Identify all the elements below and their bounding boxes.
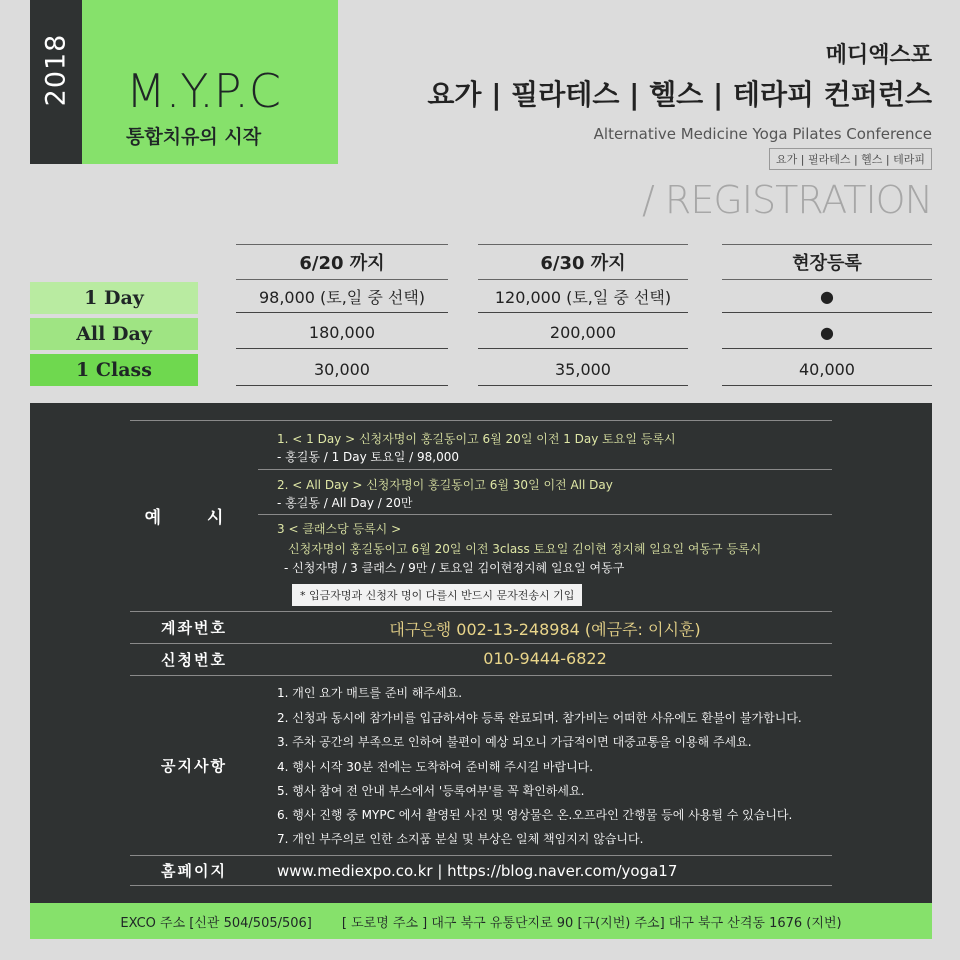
phone-number[interactable]: 010-9444-6822 (483, 649, 607, 668)
phone-label: 신청번호 (161, 650, 227, 669)
brand-box (82, 0, 338, 164)
price-cell: 120,000 (토,일 중 선택) (478, 280, 688, 313)
examples-label: 예 시 (144, 508, 244, 528)
price-row-label: 1 Day (30, 282, 198, 314)
homepage-link[interactable]: www.mediexpo.co.kr | https://blog.naver.com/yoga17 (277, 862, 678, 880)
price-column-header: 6/20 까지 (236, 244, 448, 280)
organizer: 메디엑스포 (825, 43, 932, 68)
price-cell: ● (722, 316, 932, 349)
example-3-line: 신청자명이 홍길동이고 6월 20일 이전 3class 토요일 김이현 정지혜 일요일 여동구 등록시 (288, 542, 762, 556)
price-cell: ● (722, 280, 932, 313)
account-label: 계좌번호 (161, 618, 227, 637)
bank-account: 대구은행 002-13-248984 (예금주: 이시훈) (389, 620, 701, 639)
notice-label: 공지사항 (161, 756, 227, 775)
notice-item: 7. 개인 부주의로 인한 소지품 분실 및 부상은 일체 책임지지 않습니다. (277, 832, 644, 846)
section-title: / REGISTRATION (642, 178, 932, 222)
example-3-detail: - 신청자명 / 3 클래스 / 9만 / 토요일 김이현정지혜 일요일 여동구 (284, 561, 625, 575)
conference-tags: 요가 | 필라테스 | 헬스 | 테라피 (769, 148, 932, 170)
example-1-detail: - 홍길동 / 1 Day 토요일 / 98,000 (277, 450, 459, 464)
homepage-label: 홈페이지 (161, 861, 227, 880)
year-label: 2018 (40, 33, 72, 107)
conference-english-title: Alternative Medicine Yoga Pilates Conference (593, 125, 932, 143)
notice-item: 1. 개인 요가 매트를 준비 해주세요. (277, 686, 463, 700)
footer-address (30, 903, 932, 939)
price-cell: 200,000 (478, 316, 688, 349)
price-cell: 30,000 (236, 353, 448, 386)
price-column-header: 6/30 까지 (478, 244, 688, 280)
divider (258, 514, 832, 515)
divider (258, 469, 832, 470)
price-row-label: 1 Class (30, 354, 198, 386)
exco-address: EXCO 주소 [신관 504/505/506] (120, 915, 312, 931)
price-cell: 35,000 (478, 353, 688, 386)
divider (130, 885, 832, 886)
example-2-title: 2. < All Day > 신청자명이 홍길동이고 6월 30일 이전 All Day (277, 478, 613, 492)
brand-title: M.Y.P.C (126, 64, 282, 118)
example-3-title: 3 < 클래스당 등록시 > (277, 522, 402, 536)
notice-item: 3. 주차 공간의 부족으로 인하여 불편이 예상 되오니 가급적이면 대중교통을 이용해 주세요. (277, 735, 752, 749)
street-address: [ 도로명 주소 ] 대구 북구 유통단지로 90 [구(지번) 주소] 대구 북구 산격동 1676 (지번) (341, 915, 842, 931)
notice-item: 4. 행사 시작 30분 전에는 도착하여 준비해 주시길 바랍니다. (277, 760, 594, 774)
notice-item: 6. 행사 진행 중 MYPC 에서 촬영된 사진 및 영상물은 온.오프라인 간행물 등에 사용될 수 있습니다. (277, 808, 793, 822)
notice-item: 5. 행사 참여 전 안내 부스에서 '등록여부'를 꼭 확인하세요. (277, 784, 585, 798)
conference-title: 요가 | 필라테스 | 헬스 | 테라피 컨퍼런스 (427, 78, 932, 111)
example-1-title: 1. < 1 Day > 신청자명이 홍길동이고 6월 20일 이전 1 Day 토요일 등록시 (277, 432, 676, 446)
price-cell: 180,000 (236, 316, 448, 349)
notice-item: 2. 신청과 동시에 참가비를 입금하셔야 등록 완료되며. 참가비는 어떠한 사유에도 환불이 불가합니다. (277, 711, 802, 725)
example-2-detail: - 홍길동 / All Day / 20만 (277, 496, 413, 510)
deposit-note: * 입금자명과 신청자 명이 다를시 반드시 문자전송시 기입 (292, 584, 582, 606)
price-cell: 98,000 (토,일 중 선택) (236, 280, 448, 313)
price-row-label: All Day (30, 318, 198, 350)
brand-subtitle: 통합치유의 시작 (126, 126, 262, 148)
price-column-header: 현장등록 (722, 244, 932, 280)
price-cell: 40,000 (722, 353, 932, 386)
